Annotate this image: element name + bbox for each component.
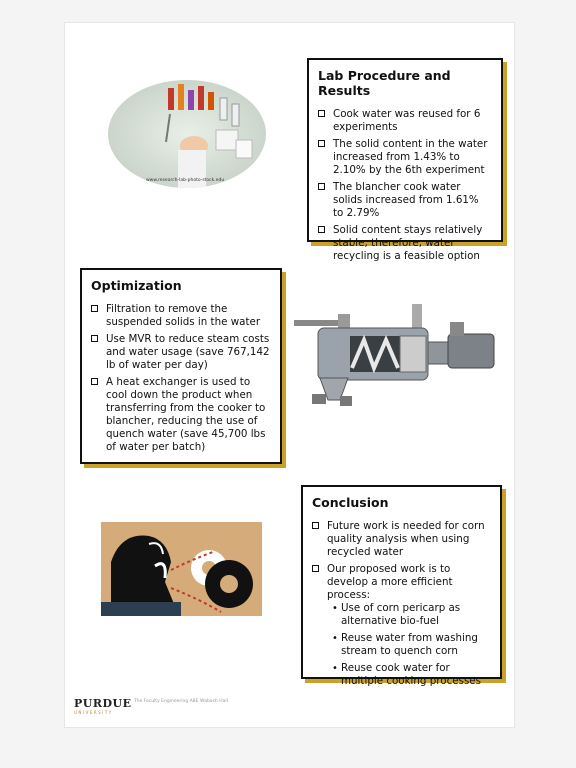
list-item: Solid content stays relatively stable; therefore, water recycling is a feasible option (318, 224, 492, 263)
optimization-panel (80, 268, 282, 464)
list-item: Use MVR to reduce steam costs and water usage (save 767,142 lb of water per day) (91, 333, 271, 372)
dot-bullet-icon: • (332, 603, 338, 614)
checkbox-bullet-icon (91, 378, 98, 385)
checkbox-bullet-icon (318, 110, 325, 117)
lab-results-title: Lab Procedure and Results (318, 68, 451, 98)
lab-results-panel (307, 58, 503, 262)
checkbox-bullet-icon (318, 140, 325, 147)
list-item: A heat exchanger is used to cool down the product when transferring from the cooker to blancher, reducing the use of quench water (save 45,700 lbs of water per batch) (91, 376, 271, 454)
conclusion-sublist (327, 602, 491, 688)
purdue-logo-sub: UNIVERSITY (74, 710, 113, 715)
checkbox-bullet-icon (91, 335, 98, 342)
checkbox-bullet-icon (318, 226, 325, 233)
checkbox-bullet-icon (91, 305, 98, 312)
checkbox-bullet-icon (312, 522, 319, 529)
conclusion-panel (301, 485, 502, 687)
dot-bullet-icon: • (332, 633, 338, 644)
list-item: Cook water was reused for 6 experiments (318, 108, 492, 134)
thinking-gears-clipart (101, 522, 262, 616)
checkbox-bullet-icon (318, 183, 325, 190)
sub-list-item: • Reuse water from washing stream to quench corn (332, 632, 478, 657)
conclusion-title: Conclusion (312, 495, 389, 510)
list-item: Filtration to remove the suspended solids in the water (91, 303, 271, 329)
cooker-machine-image (290, 302, 500, 414)
list-item: The solid content in the water increased from 1.43% to 2.10% by the 6th experiment (318, 138, 492, 177)
dot-bullet-icon: • (332, 663, 338, 674)
optimization-title: Optimization (91, 278, 182, 293)
photo-caption: www.research-lab-photo-stock.edu (146, 178, 225, 183)
purdue-logo: PURDUE (74, 697, 132, 710)
list-item: Future work is needed for corn quality analysis when using recycled water (312, 520, 491, 559)
lab-photo (108, 80, 266, 188)
sub-list-item: • Use of corn pericarp as alternative bio-fuel (332, 602, 461, 627)
conclusion-list (312, 520, 491, 688)
checkbox-bullet-icon (312, 565, 319, 572)
footer-text: The Faculty Engineering ABE Wabash Hall (134, 699, 228, 704)
list-item: The blancher cook water solids increased from 1.61% to 2.79% (318, 181, 492, 220)
optimization-list (91, 303, 271, 454)
sub-list-item: • Reuse cook water for multiple cooking processes (332, 662, 482, 687)
list-item: Our proposed work is to develop a more efficient process: • Use of corn pericarp as alternative bio-fuel • Reuse water from washing stream to quench corn • Reuse cook water for multiple cooking processes (312, 563, 491, 688)
lab-results-list (318, 108, 492, 263)
